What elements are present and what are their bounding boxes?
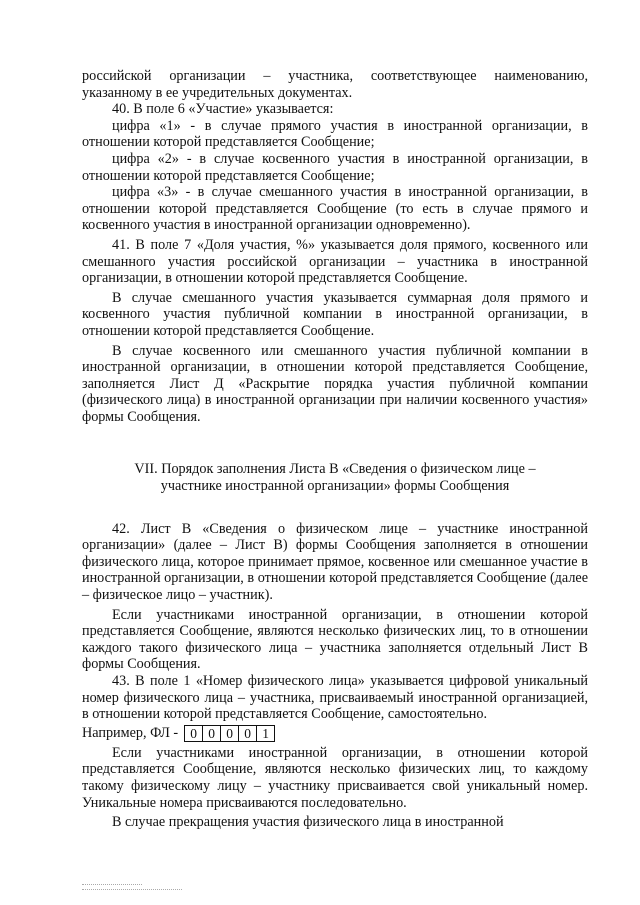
paragraph: Если участниками иностранной организации, в отношении которой представляется Сообщение, являются несколько физических лиц, то в отношении каждого такого физического лица – участника заполняется отдельный Лист В формы Сообщения. <box>82 606 588 673</box>
document-page <box>82 68 588 831</box>
paragraph: В случае смешанного участия указывается суммарная доля прямого и косвенного участия публичной компании в иностранной организации, в отношении которой представляется Сообщение. <box>82 289 588 339</box>
paragraph: 43. В поле 1 «Номер физического лица» указывается цифровой уникальный номер физического лица – участника, присваиваемый иностранной организацией, в отношении которой представляется Сообщение, самостоятельно. <box>82 673 588 723</box>
paragraph: цифра «2» - в случае косвенного участия в иностранной организации, в отношении которой представляется Сообщение; <box>82 150 588 184</box>
paragraph: В случае прекращения участия физического лица в иностранной <box>112 814 504 831</box>
paragraph: цифра «1» - в случае прямого участия в иностранной организации, в отношении которой представляется Сообщение; <box>82 117 588 151</box>
digit-box: 0 <box>238 726 256 741</box>
paragraph: 42. Лист В «Сведения о физическом лице – участнике иностранной организации» (далее – Лист В) формы Сообщения заполняется в отношении физического лица, которое принимает прямое, косвенное или смешанное участие в иностранной организации, в отношении которой представляется Сообщение (далее – физическое лицо – участник). <box>82 520 588 604</box>
example-line <box>82 725 588 742</box>
paragraphs-mid <box>82 521 588 723</box>
paragraphs-top <box>82 68 588 425</box>
paragraph: 40. В поле 6 «Участие» указывается: <box>112 101 334 118</box>
paragraph: российской организации – участника, соответствующее наименованию, указанному в ее учредительных документах. <box>82 68 588 101</box>
digit-box: 0 <box>190 725 198 741</box>
paragraphs-bottom <box>82 745 588 831</box>
digit-box: 0 <box>220 726 238 741</box>
paragraph: В случае косвенного или смешанного участия публичной компании в иностранной организации, в отношении которой представляется Сообщение, заполняется Лист Д «Раскрытие порядка участия публичной компании (физического лица) в иностранной организации при наличии косвенного участия» формы Сообщения. <box>82 342 588 425</box>
digit-box: 0 <box>202 726 220 741</box>
paragraph: цифра «3» - в случае смешанного участия в иностранной организации, в отношении которой представляется Сообщение (то есть в случае прямого и косвенного участия в иностранной организации одновременно). <box>82 184 588 234</box>
digit-box: 1 <box>256 726 274 741</box>
example-label: Например, ФЛ - <box>82 724 179 741</box>
id-number-boxes <box>184 725 275 742</box>
section-heading: VII. Порядок заполнения Листа В «Сведения о физическом лице – участнике иностранной организации» формы Сообщения <box>134 461 536 495</box>
paragraph: Если участниками иностранной организации, в отношении которой представляется Сообщение, являются несколько физических лиц, то каждому такому физическому лицу – участнику присваивается свой уникальный номер. Уникальные номера присваиваются последовательно. <box>82 744 588 811</box>
footer-mark <box>82 885 182 890</box>
footer-stamp <box>82 880 182 890</box>
paragraph: 41. В поле 7 «Доля участия, %» указывается доля прямого, косвенного или смешанного участия российской организации – участника в иностранной организации, в отношении которой представляется Сообщение. <box>82 236 588 287</box>
